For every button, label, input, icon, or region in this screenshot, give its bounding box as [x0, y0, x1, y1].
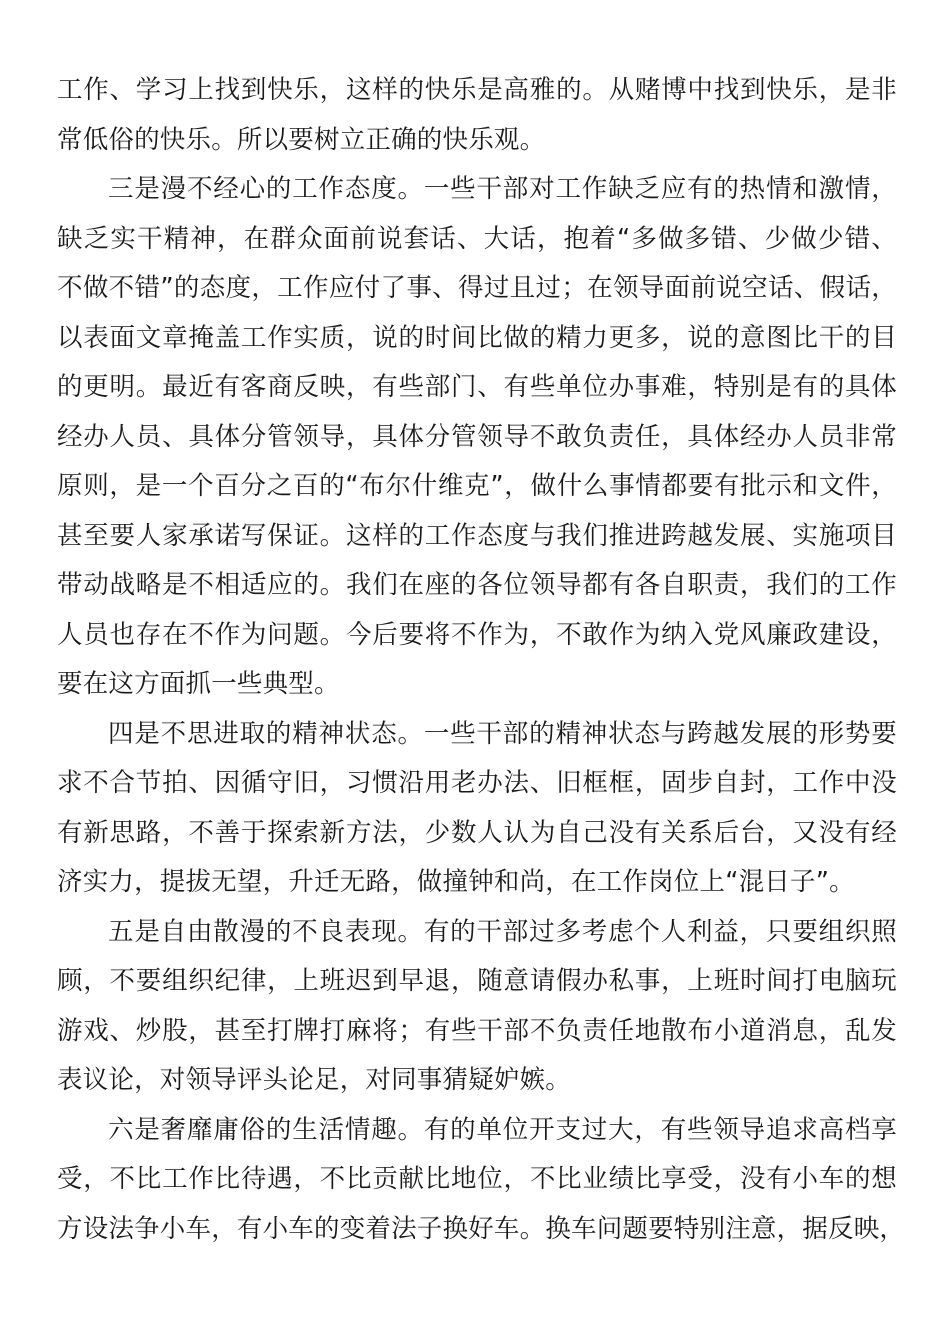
- text-line: 济实力，提拔无望，升迁无路，做撞钟和尚，在工作岗位上“混日子”。: [57, 867, 855, 897]
- text-line: 工作、学习上找到快乐，这样的快乐是高雅的。从赌博中找到快乐，是非: [57, 75, 897, 105]
- text-line: 甚至要人家承诺写保证。这样的工作态度与我们推进跨越发展、实施项目: [57, 520, 897, 551]
- text-line: 缺乏实干精神，在群众面前说套话、大话，抱着“多做多错、少做少错、: [57, 223, 897, 254]
- text-line: 以表面文章掩盖工作实质，说的时间比做的精力更多，说的意图比干的目: [57, 322, 897, 353]
- text-line: 有新思路，不善于探索新方法，少数人认为自己没有关系后台，又没有经: [57, 817, 897, 848]
- document-page: [57, 66, 906, 1254]
- text-line: 要在这方面抓一些典型。: [57, 669, 340, 699]
- text-line: 三是漫不经心的工作态度。一些干部对工作缺乏应有的热情和激情，: [108, 174, 897, 204]
- text-line: 人员也存在不作为问题。今后要将不作为，不敢作为纳入党风廉政建设，: [57, 619, 897, 650]
- paragraph: [57, 710, 897, 908]
- text-line: 受，不比工作比待遇，不比贡献比地位，不比业绩比享受，没有小车的想: [57, 1164, 897, 1194]
- text-line: 方设法争小车，有小车的变着法子换好车。换车问题要特别注意，据反映，: [57, 1213, 906, 1244]
- text-line: 常低俗的快乐。所以要树立正确的快乐观。: [57, 124, 546, 155]
- text-line: 五是自由散漫的不良表现。有的干部过多考虑个人利益，只要组织照: [108, 916, 897, 947]
- paragraph: [57, 908, 897, 1106]
- text-line: 原则，是一个百分之百的“布尔什维克”，做什么事情都要有批示和文件，: [57, 471, 897, 501]
- text-line: 带动战略是不相适应的。我们在座的各位领导都有各自职责，我们的工作: [57, 570, 897, 600]
- text-line: 表议论，对领导评头论足，对同事猜疑妒嫉。: [57, 1065, 572, 1095]
- text-line: 经办人员、具体分管领导，具体分管领导不敢负责任，具体经办人员非常: [57, 421, 897, 452]
- text-line: 不做不错”的态度，工作应付了事、得过且过；在领导面前说空话、假话，: [57, 273, 897, 303]
- paragraph: [57, 165, 897, 710]
- paragraph: [57, 66, 897, 165]
- text-line: 游戏、炒股，甚至打牌打麻将；有些干部不负责任地散布小道消息，乱发: [57, 1015, 897, 1046]
- paragraph: [57, 1106, 906, 1255]
- text-line: 顾，不要组织纪律，上班迟到早退，随意请假办私事，上班时间打电脑玩: [57, 966, 897, 996]
- text-line: 的更明。最近有客商反映，有些部门、有些单位办事难，特别是有的具体: [57, 372, 897, 402]
- text-line: 求不合节拍、因循守旧，习惯沿用老办法、旧框框，固步自封，工作中没: [57, 768, 897, 798]
- text-line: 六是奢靡庸俗的生活情趣。有的单位开支过大，有些领导追求高档享: [108, 1114, 897, 1145]
- text-line: 四是不思进取的精神状态。一些干部的精神状态与跨越发展的形势要: [108, 718, 897, 749]
